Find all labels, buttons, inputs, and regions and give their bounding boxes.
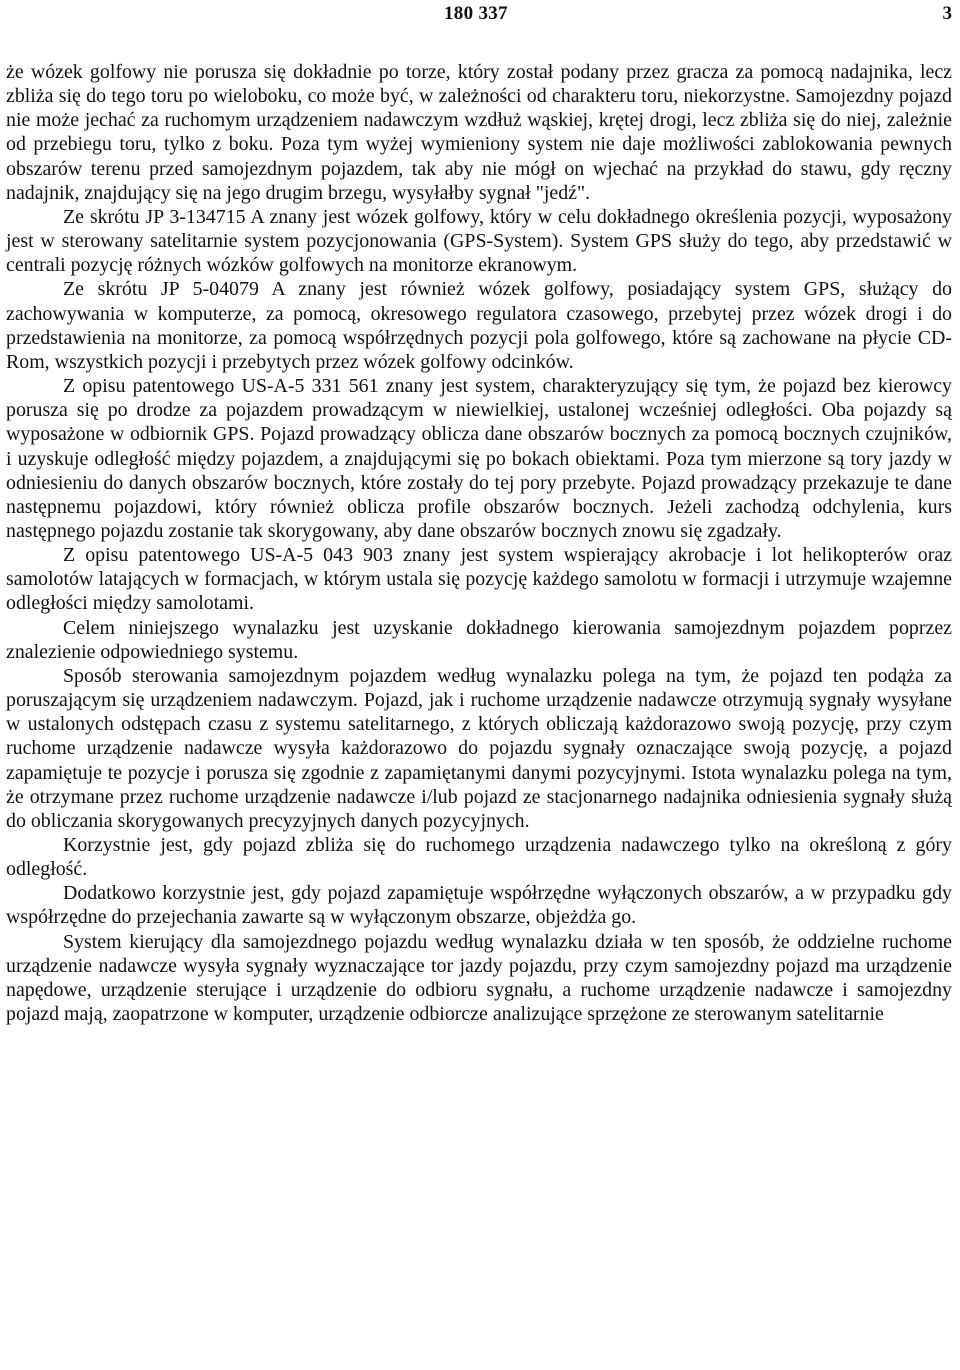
- page-number: 3: [942, 3, 952, 24]
- patent-number: 180 337: [444, 3, 508, 24]
- document-page: [6, 0, 952, 1370]
- paragraph: Z opisu patentowego US-A-5 043 903 znany jest system wspierający akrobacje i lot helikopterów oraz samolotów latających w formacjach, w którym ustala się pozycję każdego samolotu w formacji i utrzymuje wzajemne odległości między samolotami.: [6, 544, 952, 615]
- body-text: [6, 60, 952, 1026]
- paragraph: Ze skrótu JP 3-134715 A znany jest wózek golfowy, który w celu dokładnego określenia pozycji, wyposażony jest w sterowany satelitarnie system pozycjonowania (GPS-System). System GPS służy do tego, aby przedstawić w centrali pozycję różnych wózków golfowych na monitorze ekranowym.: [6, 205, 952, 277]
- paragraph: Celem niniejszego wynalazku jest uzyskanie dokładnego kierowania samojezdnym pojazdem poprzez znalezienie odpowiedniego systemu.: [6, 616, 952, 663]
- paragraph: Ze skrótu JP 5-04079 A znany jest również wózek golfowy, posiadający system GPS, służący do zachowywania w komputerze, za pomocą, okresowego regulatora czasowego, przebytej przez wózek drogi i do przedstawienia na monitorze, za pomocą współrzędnych pozycji pola golfowego, które są zachowane na płycie CD-Rom, wszystkich pozycji i przebytych przez wózek golfowy odcinków.: [6, 278, 952, 373]
- page-header: [6, 0, 952, 30]
- paragraph: Z opisu patentowego US-A-5 331 561 znany jest system, charakteryzujący się tym, że pojazd bez kierowcy porusza się po drodze za pojazdem prowadzącym w niewielkiej, ustalonej wcześniej odległości. Oba pojazdy są wyposażone w odbiornik GPS. Pojazd prowadzący oblicza dane obszarów bocznych za pomocą bocznych czujników, i uzyskuje odległość między pojazdem, a znajdującymi się po bokach obiektami. Poza tym mierzone są tory jazdy w odniesieniu do danych obszarów bocznych, które zostały do tej pory przebyte. Pojazd prowadzący przekazuje te dane następnemu pojazdowi, który również oblicza profile obszarów bocznych. Jeżeli zachodzą odchylenia, kurs następnego pojazdu zostanie tak skorygowany, aby dane obszarów bocznych znowu się zgadzały.: [6, 375, 952, 542]
- paragraph: Dodatkowo korzystnie jest, gdy pojazd zapamiętuje współrzędne wyłączonych obszarów, a w przypadku gdy współrzędne do przejechania zawarte są w wyłączonym obszarze, objeżdża go.: [6, 882, 952, 929]
- paragraph: że wózek golfowy nie porusza się dokładnie po torze, który został podany przez gracza za pomocą nadajnika, lecz zbliża się do tego toru po wieloboku, co może być, w zależności od charakteru toru, niekorzystne. Samojezdny pojazd nie może jechać za ruchomym urządzeniem nadawczym wzdłuż wąskiej, krętej drogi, lecz zbliża się do niej, zależnie od przebiegu toru, tylko z boku. Poza tym wyżej wymieniony system nie daje możliwości zablokowania pewnych obszarów terenu przed samojezdnym pojazdem, tak aby nie mógł on wjechać na przykład do stawu, gdy ręczny nadajnik, znajdujący się na jego drugim brzegu, wysyłałby sygnał "jedź".: [6, 61, 952, 204]
- paragraph: System kierujący dla samojezdnego pojazdu według wynalazku działa w ten sposób, że oddzielne ruchome urządzenie nadawcze wysyła sygnały wyznaczające tor jazdy pojazdu, przy czym samojezdny pojazd ma urządzenie napędowe, urządzenie sterujące i urządzenie do odbioru sygnału, a ruchome urządzenie nadawcze i samojezdny pojazd mają, zaopatrzone w komputer, urządzenie odbiorcze analizujące sprzężone ze sterowanym satelitarnie: [6, 930, 952, 1026]
- paragraph: Korzystnie jest, gdy pojazd zbliża się do ruchomego urządzenia nadawczego tylko na określoną z góry odległość.: [6, 834, 952, 881]
- paragraph: Sposób sterowania samojezdnym pojazdem według wynalazku polega na tym, że pojazd ten podąża za poruszającym się urządzeniem nadawczym. Pojazd, jak i ruchome urządzenie nadawcze otrzymują sygnały wysyłane w ustalonych odstępach czasu z systemu satelitarnego, z których obliczają każdorazowo swoją pozycję, przy czym ruchome urządzenie nadawcze wysyła każdorazowo do pojazdu sygnały oznaczające swoją pozycję, a pojazd zapamiętuje te pozycje i porusza się zgodnie z zapamiętanymi danymi pozycyjnymi. Istota wynalazku polega na tym, że otrzymane przez ruchome urządzenie nadawcze i/lub pojazd ze stacjonarnego nadajnika odniesienia sygnały służą do obliczania skorygowanych precyzyjnych danych pozycyjnych.: [6, 664, 952, 832]
